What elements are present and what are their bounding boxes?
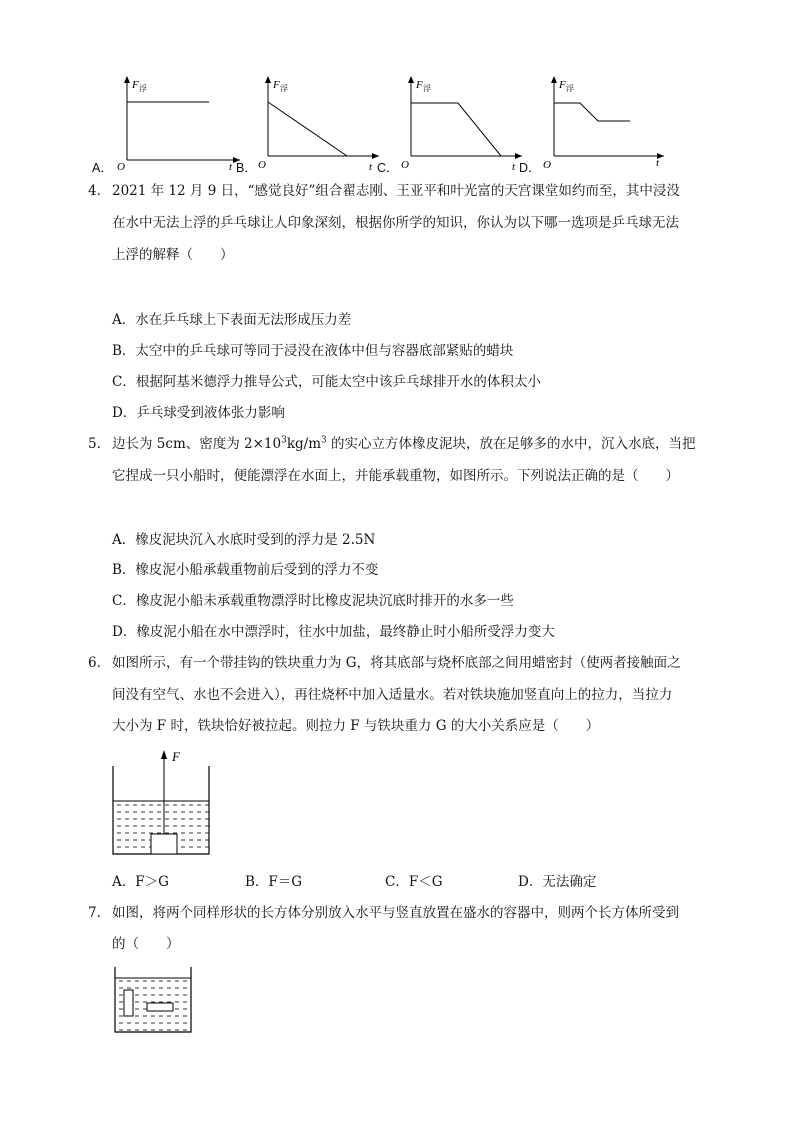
graph-c-label[interactable]: C． — [377, 161, 399, 175]
graph-d — [540, 72, 670, 172]
q5-option-d[interactable]: D．橡皮泥小船在水中漂浮时，往水中加盐，最终静止时小船所受浮力变大 — [112, 624, 555, 640]
graph-d-label[interactable]: D． — [519, 161, 541, 175]
q6-stem-line-1: 如图所示，有一个带挂钩的铁块重力为 G，将其底部与烧杯底部之间用蜡密封（使两者接触面之 — [112, 655, 681, 671]
q6-number: 6． — [88, 655, 111, 671]
graph-d-axis-y: F — [559, 79, 566, 91]
graph-c-axis-y: F — [416, 79, 423, 91]
graph-a-axis-y-sub: 浮 — [139, 84, 147, 93]
graph-c-axis-y-sub: 浮 — [423, 84, 431, 93]
q5-line1-part-c: 的实心立方体橡皮泥块，放在足够多的水中，沉入水底，当把 — [326, 436, 696, 452]
graph-c-origin: O — [401, 159, 409, 171]
graph-a-label[interactable]: A． — [92, 161, 113, 175]
q4-stem-line-1: 2021 年 12 月 9 日，“感觉良好”组合翟志刚、王亚平和叶光富的天宫课堂如约而至，其中浸没 — [112, 183, 680, 199]
q4-stem-line-2: 在水中无法上浮的乒乓球让人印象深刻，根据你所学的知识，你认为以下哪一选项是乒乓球无法 — [112, 215, 679, 231]
graph-a-axis-y: F — [132, 79, 139, 91]
q4-option-d[interactable]: D．乒乓球受到液体张力影响 — [112, 405, 285, 421]
graph-b-axis-y-sub: 浮 — [280, 84, 288, 93]
q6-force-label: F — [172, 749, 180, 764]
graph-a-axis-x: t — [229, 161, 233, 172]
q6-stem-line-3: 大小为 F 时，铁块恰好被拉起。则拉力 F 与铁块重力 G 的大小关系应是（ ） — [112, 718, 600, 734]
q5-line1-part-a: 边长为 5cm、密度为 2×10 — [112, 436, 282, 452]
q7-stem-line-1: 如图，将两个同样形状的长方体分别放入水平与竖直放置在盛水的容器中，则两个长方体所受到 — [112, 905, 679, 921]
q6-option-c[interactable]: C．F＜G — [385, 874, 443, 890]
q6-option-d[interactable]: D．无法确定 — [518, 874, 597, 890]
q5-number: 5． — [88, 436, 111, 452]
q6-option-a[interactable]: A．F＞G — [112, 874, 169, 890]
q4-option-a[interactable]: A．水在乒乓球上下表面无法形成压力差 — [112, 312, 352, 328]
graph-a — [112, 72, 242, 172]
q5-option-c[interactable]: C．橡皮泥小船未承载重物漂浮时比橡皮泥块沉底时排开的水多一些 — [112, 593, 514, 609]
q5-option-a[interactable]: A．橡皮泥块沉入水底时受到的浮力是 2.5N — [112, 532, 376, 548]
q5-option-b[interactable]: B．橡皮泥小船承载重物前后受到的浮力不变 — [112, 562, 379, 578]
q4-stem-line-3: 上浮的解释（ ） — [112, 247, 234, 263]
q4-option-c[interactable]: C．根据阿基米德浮力推导公式，可能太空中该乒乓球排开水的体积太小 — [112, 374, 541, 390]
graph-d-axis-x: t — [656, 157, 660, 169]
q5-line1-sup-2: 3 — [321, 435, 327, 446]
graph-b — [255, 72, 385, 172]
q7-container-figure — [110, 964, 196, 1036]
q6-option-b[interactable]: B．F＝G — [245, 874, 303, 890]
q4-number: 4． — [88, 183, 111, 199]
q6-stem-line-2: 间没有空气、水也不会进入），再往烧杯中加入适量水。若对铁块施加竖直向上的拉力，当拉力 — [112, 687, 673, 703]
graph-b-origin: O — [258, 159, 266, 171]
graph-c-axis-x: t — [512, 161, 516, 172]
q7-stem-line-2: 的（ ） — [112, 936, 180, 952]
q4-option-b[interactable]: B．太空中的乒乓球可等同于浸没在液体中但与容器底部紧贴的蜡块 — [112, 343, 514, 359]
q5-stem-line-1 — [112, 434, 696, 454]
q5-stem-line-2: 它捏成一只小船时，便能漂浮在水面上，并能承载重物，如图所示。下列说法正确的是（ ） — [112, 468, 679, 484]
q7-number: 7． — [88, 905, 111, 921]
q5-line1-part-b: kg/m — [286, 436, 322, 452]
graph-d-origin: O — [543, 159, 551, 171]
graph-c — [398, 72, 528, 172]
q5-line1-sup-1: 3 — [281, 435, 287, 446]
graph-b-axis-y: F — [273, 79, 280, 91]
graph-d-axis-y-sub: 浮 — [566, 84, 574, 93]
q6-beaker-figure — [108, 746, 214, 858]
graph-b-label[interactable]: B． — [236, 161, 257, 175]
graph-a-origin: O — [117, 161, 125, 172]
graph-b-axis-x: t — [369, 161, 373, 172]
